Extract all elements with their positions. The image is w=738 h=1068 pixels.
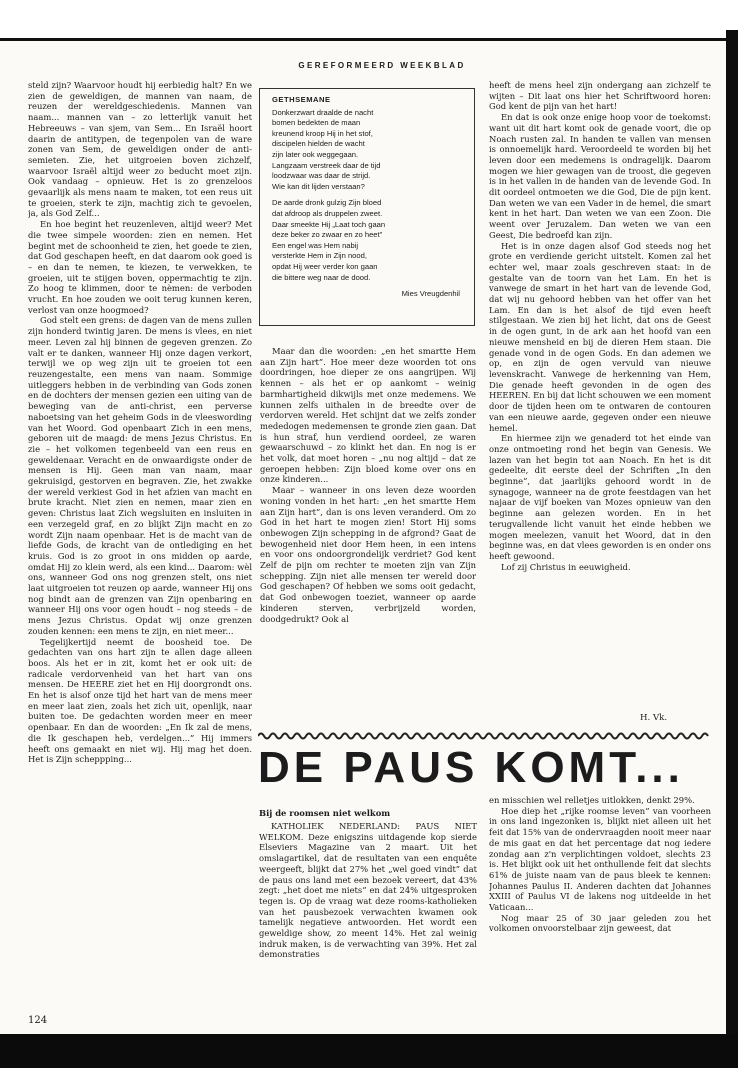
poem-line: deze beker zo zwaar en zo heet” [272, 230, 383, 240]
poem-line: die bittere weg naar de dood. [272, 272, 371, 282]
subheading: Bij de roomsen niet welkom [259, 808, 391, 818]
paragraph: Nog maar 25 of 30 jaar geleden zou het volkomen onvoorstelbaar zijn geweest, dat [489, 912, 711, 934]
masthead: GEREFORMEERD WEEKBLAD [298, 61, 466, 70]
paragraph: en misschien wel relletjes uitlokken, denkt 29%. [489, 795, 695, 805]
poem-line: discipelen hielden de wacht [272, 139, 365, 149]
poem-line: bomen bedekten de maan [272, 118, 361, 128]
page-top-margin [0, 0, 738, 40]
poem-stanza-1 [272, 108, 460, 193]
poem-author: Mies Vreugdenhil [401, 289, 460, 299]
poem-line: versterkte Hem in Zijn nood, [272, 251, 367, 261]
poem-line: zijn later ook weggegaan. [272, 149, 359, 159]
poem-line: Donkerzwart draalde de nacht [272, 107, 374, 117]
wavy-divider [258, 730, 711, 742]
poem-line: De aarde dronk gulzig Zijn bloed [272, 198, 382, 208]
poem-line: Een engel was Hem nabij [272, 240, 359, 250]
poem-line: Wie kan dit lijden verstaan? [272, 181, 365, 191]
poem-title: GETHSEMANE [272, 95, 331, 104]
poem-box [259, 88, 475, 326]
paragraph: Het is in onze dagen alsof God steeds nog het grote en verdiende gericht uitstelt. Komen zal het echter wel, maar zoals geschreven staat: in de gestalte van de toorn van het Lam. En het is vanwege de smart in het hart van de levende God, dat wij nu gehoord hebben van het offer van het Lam. En dan is het alsof de tijd even heeft stilgestaan. We zien bij het licht, dat ons de Geest in de ogen gunt, in de ark aan het hoofd van een nieuwe mensheid en bij de dieren Hem staan. Die genade vond in de ogen Gods. En dan ademen we op, en zijn de ogen vervuld van nieuwe levenskracht. Vanwege de herkenning van Hem, Die genade heeft gevonden in de ogen des HEEREN. En bij dat licht schouwen we een moment door de tijden heen om te ontwaren de contouren van een nieuwe aarde, gegeven onder een nieuwe hemel. [489, 240, 711, 433]
paragraph: God stelt een grens: de dagen van de mens zullen zijn honderd twintig jaren. De mens is vlees, en niet meer. Leven zal hij binnen de gegeven grenzen. Zo valt er te danken, wanneer Hij onze dagen verkort, terwijl we op weg zijn uit te groeien tot een reuzengestalte, een mens van naam. Sommige uitleggers hebben in de verbinding van Gods zonen en de dochters der mensen gezien een uiting van de beweging van de anti-christ, een perverse naboetsing van het geheim Gods in de vleeswording van het Woord. God openbaart Zich in een mens, geboren uit de maagd: de mens Jezus Christus. En zie – het volkomen tegenbeeld van een reus en geweldenaar. Veracht en de onwaardigste onder de mensen is Hij. Geen man van naam, maar gekruisigd, gestorven en begraven. Zie, het zwakke der wereld verkiest God in het afzien van macht en brute kracht. Niet zien en nemen, maar zien en geven: Christus laat Zich wegsluiten en insluiten in een verzegeld graf, en zo blijkt Zijn macht en zo wordt Zijn naam openbaar. Het is de macht van de liefde Gods, de kracht van de ontlediging en het kruis. God is zo groot in ons midden op aarde, omdat Hij zo klein werd, als een kind... Daarom: wèl ons, wanneer God ons nog grenzen stelt, ons niet laat uitgroeien tot reuzen op aarde, wanneer Hij ons nog bindt aan de grenzen van Zijn openbaring en wanneer Hij ons voor ogen houdt – nog steeds – de mens Jezus Christus. Opdat wij onze grenzen zouden kennen: een mens te zijn, en niet meer... [28, 315, 252, 636]
wavy-line [258, 734, 708, 739]
paragraph: KATHOLIEK NEDERLAND: PAUS NIET WELKOM. Deze enigszins uitdagende kop sierde Elseviers Magazine van 2 maart. Uit het omslagartikel, dat de resultaten van een enquête weergeeft, blijkt dat 27% het „wel goed vindt” dat de paus ons land met een bezoek vereert, dat 43% zegt: „het doet me niets” en dat 24% uitgesproken tegen is. Op de vraag wat deze rooms-katholieken van het pausbezoek verwachten kwamen ook tamelijk negatieve antwoorden. Het wordt een geweldige show, zo meent 14%. Het zal weinig indruk maken, is de verwachting van 39%. Het zal demonstraties [259, 821, 477, 960]
poem-line: opdat Hij weer verder kon gaan [272, 261, 378, 271]
paragraph: En dat is ook onze enige hoop voor de toekomst: want uit dit hart komt ook de genade voort, die op Noach rusten zal. In handen te vallen van mensen is onnoemelijk hard. Veroordeeld te worden bij het leven door een medemens is ondragelijk. Daarom mogen we hier gewagen van de troost, die gegeven is in het vallen in de handen van de levende God. In dit oordeel ontmoeten we die God, Die de pijn kent. Dan weten we van een Vader in de hemel, die smart kent in het hart. Dan weten we van een Zoon. Die weent over Jeruzalem. Dan weten we van een Geest, Die bedroefd kan zijn. [489, 112, 711, 240]
scan-right-edge [726, 30, 738, 1068]
headline: DE PAUS KOMT... [258, 743, 684, 792]
page-number: 124 [28, 1015, 48, 1026]
poem-stanza-2 [272, 198, 460, 283]
paragraph: En hoe begint het reuzenleven, altijd weer? Met die twee simpele woorden: zien en nemen. Het begint met de schoonheid te zien, het goede te zien, dat God geschapen heeft, en dat daarom ook goed is – en dan te nemen, te kiezen, te verwekken, te groeien, uit te stijgen boven, oppermachtig te zijn. Zo hoog te klimmen, door te nèmen: de verboden vrucht. En hoe zouden we ooit terug kunnen keren, verlost van onze hoogmoed? [28, 219, 252, 315]
column-middle [260, 346, 476, 676]
paragraph: Maar dan die woorden: „en het smartte Hem aan Zijn hart”. Hoe meer deze woorden tot ons doordringen, hoe dieper ze ons aangrijpen. Wij kennen – als het er op aankomt – weinig barmhartigheid dikwijls met onze medemens. We kunnen zelfs uithalen in de breedte over de verdorven wereld. Het schijnt dat we zelfs zonder mededogen medemensen te gronde zien gaan. Dat is hun straf, hun verdiend oordeel, ze waren gewaarschuwd – zo klinkt het dan. En nog is er het volk, dat moet horen – „nu nog altijd – dat ze geroepen hebben: Zijn bloed kome over ons en onze kinderen... [260, 346, 476, 485]
author-signature: H. Vk. [640, 713, 668, 723]
poem-line: Daar smeekte Hij „Laat toch gaan [272, 219, 386, 229]
poem-line: Langzaam verstreek daar de tijd [272, 160, 381, 170]
paragraph: En hiermee zijn we genaderd tot het einde van onze ontmoeting rond het begin van Genesis. We lazen van het begin tot aan Noach. En het is dit gedeelte, dit eerste deel der Schriften „In den beginne”, dat jaarlijks gehoord wordt in de synagoge, wanneer na de grote feestdagen van het najaar de vijf boeken van Mozes opnieuw van den beginne aan gelezen worden. En in het terugvallende licht vanuit het einde hebben we mogen meelezen, vanuit het Woord, dat in den beginne was, en dat vlees geworden is en onder ons heeft gewoond. [489, 433, 711, 561]
article-column-1 [259, 821, 477, 1026]
paragraph: Tegelijkertijd neemt de boosheid toe. De gedachten van ons hart zijn te allen dage alleen boos. Als het er in zit, komt het er ook uit: de radicale verdorvenheid van het hart van ons mensen. De HEERE ziet het en Hij doorgrondt ons. En het is alsof onze tijd het hart van de mens meer en meer laat zien, zoals het zich uit, openlijk, naar buiten toe. De gedachten worden meer en meer openbaar. En dan de woorden: „En Ik zal de mens, die Ik geschapen heb, verdelgen...” Hij immers heeft ons gemaakt en niet wij. Hij mag het doen. Het is Zijn scheppping... [28, 636, 252, 765]
paragraph: Hoe diep het „rijke roomse leven” van voorheen in ons land ingezonken is, blijkt niet alleen uit het feit dat 15% van de ondervraagden nooit meer naar de mis gaat en dat het percentage dat nog iedere zondag aan z'n verplichtingen voldoet, slechts 23 is. Het blijkt ook uit het onthullende feit dat slechts 61% de juiste naam van de paus bleek te kennen: Johannes Paulus II. Anderen dachten dat Johannes XXIII of Paulus VI de lakens nog uitdeelde in het Vaticaan... [489, 805, 711, 913]
poem-line: kreunend kroop Hij in het stof, [272, 128, 373, 138]
article-column-2 [489, 795, 711, 1020]
poem-line: loodzwaar was daar de strijd. [272, 171, 371, 181]
paragraph: Maar – wanneer in ons leven deze woorden woning vonden in het hart: „en het smartte Hem aan Zijn hart”, dan is ons leven veranderd. Om zo God in het hart te mogen zien! Stort Hij soms onbewogen Zijn schepping in de afgrond? Gaat de bewogenheid niet door Hem heen, in een intens en voor ons ondoorgrondelijk verdriet? God kent Zelf de pijn om rechter te moeten zijn van Zijn schepping. Zijn niet alle mensen ter wereld door God geschapen? Of hebben we soms ooit gedacht, dat God onbewogen toeziet, wanneer op aarde kinderen sterven, verbrijzeld worden, doodgedrukt? Ook al [260, 485, 476, 624]
column-left [28, 80, 252, 1026]
paragraph: Lof zij Christus in eeuwigheid. [501, 561, 631, 572]
scan-bottom-edge [0, 1034, 738, 1068]
poem-line: dat afdroop als druppelen zweet. [272, 208, 383, 218]
paragraph: steld zijn? Waarvoor houdt hij eerbiedig halt? En we zien de geweldigen, de mannen van naam, de reuzen der wereldgeschiedenis. Mannen van naam... mannen van – zo letterlijk vanuit het Hebreeuws – van sjem, van Sem... En Israël hoort daarin de antitypen, de tegenpolen van de ware zonen van Sem, de geweldigen onder de anti-semieten. Zie, het uitgroeien boven zichzelf, waarvoor Israël altijd weer zo beducht moet zijn. Ook vandaag – opnieuw. Het is zo grenzeloos gevaarlijk als mens naam te maken, tot een reus uit te groeien, sterk te zijn, machtig zich te gevoelen, ja, als God Zelf... [28, 80, 252, 219]
paragraph: heeft de mens heel zijn ondergang aan zichzelf te wijten – Dit laat ons hier het Schriftwoord horen: God kent de pijn van het hart! [489, 80, 711, 112]
scan-top-border [0, 38, 738, 41]
column-right [489, 80, 711, 710]
